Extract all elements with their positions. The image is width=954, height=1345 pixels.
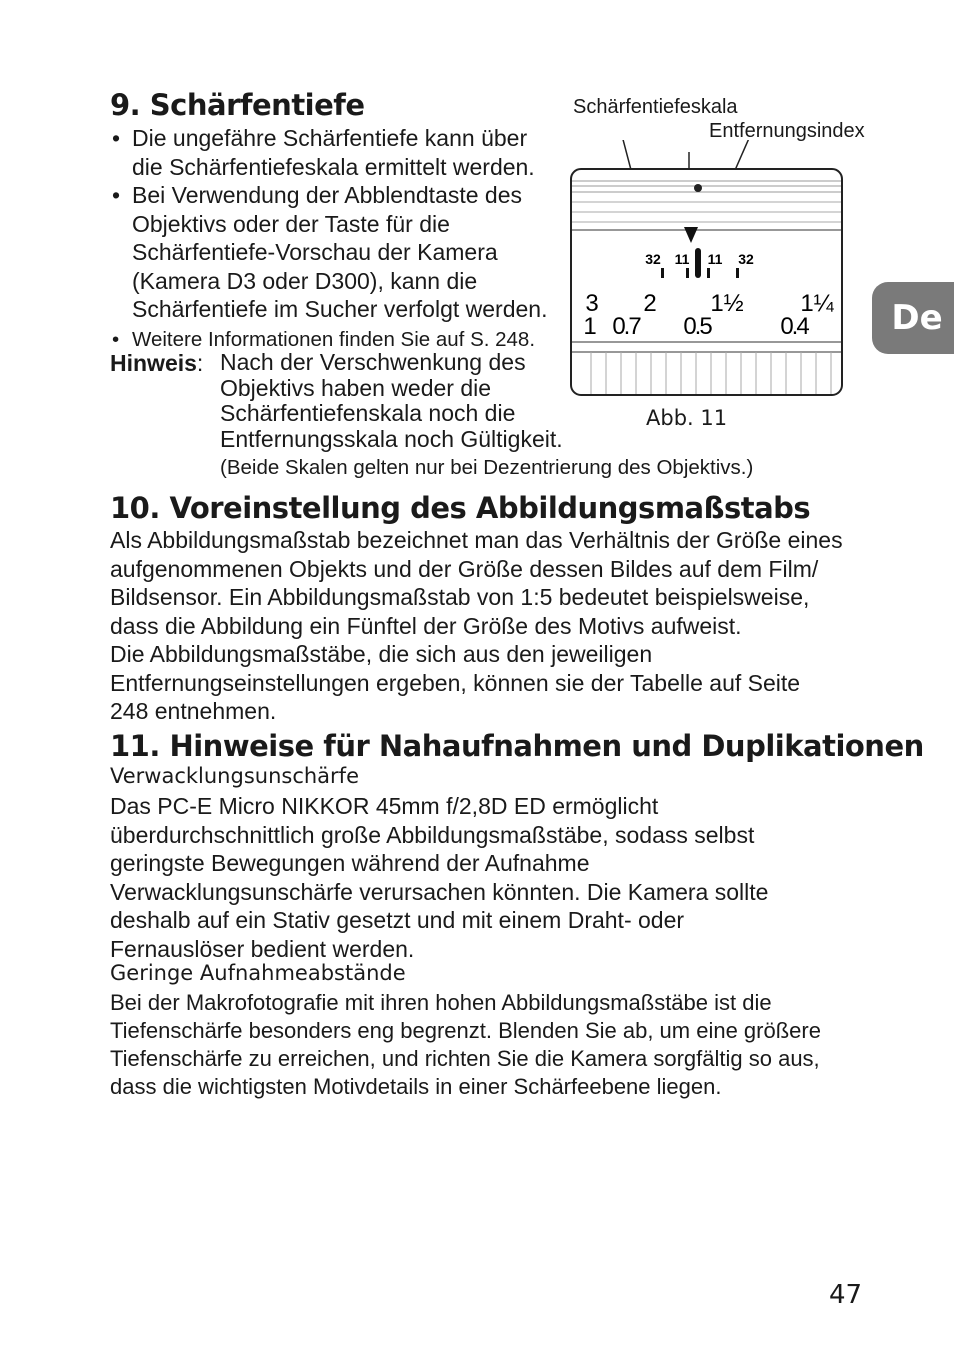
dof-mark-left-32: 32 xyxy=(645,251,661,267)
paragraph-line: geringste Bewegungen während der Aufnahme xyxy=(110,850,590,876)
distance-bottom-0-4: 0.4 xyxy=(780,313,808,340)
distance-top-2: 2 xyxy=(643,290,657,317)
section-9-bullets xyxy=(110,124,560,354)
paragraph-line: Bei der Makrofotografie mit ihren hohen Abbildungsmaßstäbe ist die xyxy=(110,990,772,1015)
mount-dot xyxy=(694,184,702,192)
dof-mark-right-11: 11 xyxy=(707,251,723,267)
distance-top-3: 3 xyxy=(585,290,599,317)
subheading-short-distance: Geringe Aufnahmeabstände xyxy=(110,961,406,985)
bullet-line: die Schärfentiefeskala ermittelt werden. xyxy=(132,153,535,180)
bullet-marker: • xyxy=(112,125,121,151)
section-10-title: 10. Voreinstellung des Abbildungsmaßstabs xyxy=(110,491,811,525)
bullet-line: Schärfentiefe im Sucher verfolgt werden. xyxy=(132,296,548,322)
bullet-line: Bei Verwendung der Abblendtaste des xyxy=(132,182,523,208)
note-line: Entfernungsskala noch Gültigkeit. xyxy=(220,425,563,452)
paragraph-line: Verwacklungsunschärfe verursachen könnten. Die Kamera sollte xyxy=(110,878,769,905)
figure-caption: Abb. 11 xyxy=(646,406,728,430)
bullet-marker: • xyxy=(112,182,121,208)
dof-tick xyxy=(661,268,664,278)
distance-top-1-quarter: 1¼ xyxy=(800,290,834,317)
paragraph-line: 248 entnehmen. xyxy=(110,698,277,724)
bullet-line: Die ungefähre Schärfentiefe kann über xyxy=(132,125,528,151)
paragraph-line: Als Abbildungsmaßstab bezeichnet man das Verhältnis der Größe eines xyxy=(110,527,843,553)
distance-top-1-half: 1½ xyxy=(710,290,744,317)
note-line: Nach der Verschwenkung des xyxy=(220,349,526,375)
shake-paragraph xyxy=(110,792,870,963)
paragraph-line: dass die wichtigsten Motivdetails in einer Schärfeebene liegen. xyxy=(110,1074,722,1099)
short-distance-paragraph xyxy=(110,989,870,1101)
paragraph-line: Entfernungseinstellungen ergeben, können sie der Tabelle auf Seite xyxy=(110,669,801,696)
distance-bottom-0-5: 0.5 xyxy=(683,313,711,340)
paragraph-line: überdurchschnittlich große Abbildungsmaßstäbe, sodass selbst xyxy=(110,821,755,848)
dof-scale-label: Schärfentiefeskala xyxy=(573,96,738,118)
focus-index-bar xyxy=(695,248,701,278)
bullet-item xyxy=(110,124,560,181)
bullet-marker: • xyxy=(112,327,120,351)
dof-tick xyxy=(736,268,739,278)
section-11-title: 11. Hinweise für Nahaufnahmen und Duplikationen xyxy=(110,729,924,763)
note-colon: : xyxy=(196,350,204,376)
distance-bottom-1: 1 xyxy=(583,313,597,340)
dof-mark-right-32: 32 xyxy=(738,251,754,267)
note-block xyxy=(110,350,203,376)
paragraph-line: Bildsensor. Ein Abbildungsmaßstab von 1:5 bedeutet beispielsweise, xyxy=(110,584,810,610)
page-number: 47 xyxy=(829,1280,863,1310)
paragraph-line: Tiefenschärfe besonders eng begrenzt. Blenden Sie ab, um eine größere xyxy=(110,1018,821,1043)
language-tab: De xyxy=(872,282,954,354)
bullet-line: Weitere Informationen finden Sie auf S. 248. xyxy=(132,327,536,351)
paragraph-line: dass die Abbildung ein Fünftel der Größe des Motivs aufweist. xyxy=(110,612,742,639)
bullet-line: Schärfentiefe-Vorschau der Kamera xyxy=(132,239,498,265)
bullet-item xyxy=(110,181,560,324)
paragraph-line: Die Abbildungsmaßstäbe, die sich aus den jeweiligen xyxy=(110,641,653,667)
note-line: Schärfentiefenskala noch die xyxy=(220,400,516,426)
distance-bottom-0-7: 0.7 xyxy=(612,313,640,340)
paragraph-line: Fernauslöser bedient werden. xyxy=(110,935,415,962)
section-9-title: 9. Schärfentiefe xyxy=(110,88,365,122)
section-10-body xyxy=(110,526,870,726)
paragraph-line: Tiefenschärfe zu erreichen, und richten Sie die Kamera sorgfältig so aus, xyxy=(110,1046,820,1071)
bullet-line: (Kamera D3 oder D300), kann die xyxy=(132,267,478,294)
dof-tick xyxy=(686,268,689,278)
note-text xyxy=(220,350,580,452)
paragraph-line: Das PC-E Micro NIKKOR 45mm f/2,8D ED ermöglicht xyxy=(110,793,659,819)
note-line: Objektivs haben weder die xyxy=(220,374,492,401)
note-label: Hinweis xyxy=(110,350,197,376)
lens-scale-diagram xyxy=(560,140,860,405)
dof-tick xyxy=(707,268,710,278)
paragraph-line: deshalb auf ein Stativ gesetzt und mit einem Draht- oder xyxy=(110,907,685,933)
bullet-line: Objektivs oder der Taste für die xyxy=(132,210,450,237)
paragraph-line: aufgenommenen Objekts und der Größe dessen Bildes auf dem Film/ xyxy=(110,555,819,582)
note-parenthetical: (Beide Skalen gelten nur bei Dezentrierung des Objektivs.) xyxy=(220,456,754,479)
distance-index-label: Entfernungsindex xyxy=(709,120,865,142)
subheading-shake: Verwacklungsunschärfe xyxy=(110,764,359,788)
dof-mark-left-11: 11 xyxy=(674,251,690,267)
